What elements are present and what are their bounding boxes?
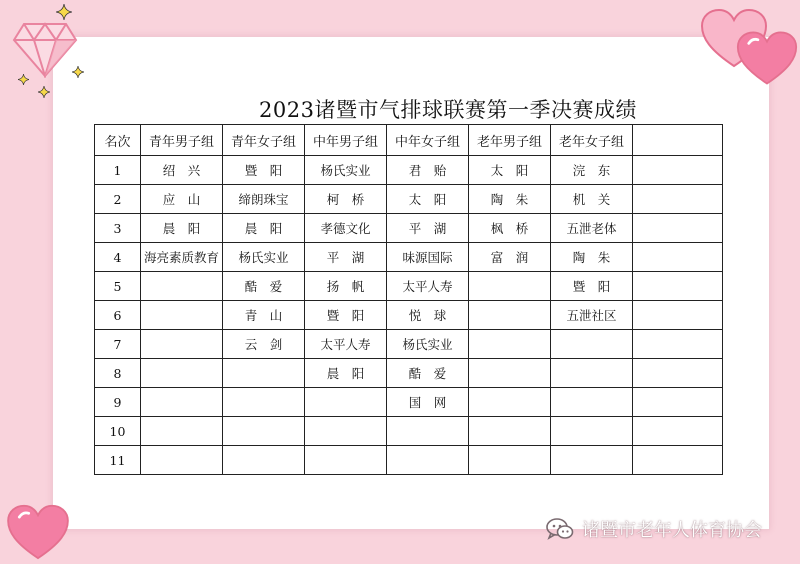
team-cell: 平 湖	[305, 243, 387, 272]
team-cell: 陶 朱	[551, 243, 633, 272]
team-cell: 平 湖	[387, 214, 469, 243]
sparkle-icon	[18, 74, 29, 85]
team-cell	[469, 359, 551, 388]
table-row	[95, 272, 723, 301]
team-cell: 杨氏实业	[387, 330, 469, 359]
team-cell: 暨 阳	[223, 156, 305, 185]
rank-cell: 2	[95, 185, 141, 214]
team-cell: 太 阳	[469, 156, 551, 185]
team-cell: 味源国际	[387, 243, 469, 272]
team-cell	[469, 388, 551, 417]
sparkle-icon	[56, 4, 72, 20]
team-cell	[633, 272, 723, 301]
team-cell	[305, 446, 387, 475]
team-cell	[141, 301, 223, 330]
team-cell: 绍 兴	[141, 156, 223, 185]
team-cell: 君 贻	[387, 156, 469, 185]
sparkle-icon	[38, 86, 50, 98]
table-row	[95, 243, 723, 272]
watermark-text: 诸暨市老年人体育协会	[582, 520, 762, 541]
diamond-icon	[12, 20, 78, 78]
team-cell	[223, 388, 305, 417]
table-row	[95, 156, 723, 185]
team-cell	[469, 272, 551, 301]
team-cell	[551, 359, 633, 388]
team-cell	[551, 388, 633, 417]
rank-cell: 10	[95, 417, 141, 446]
rank-cell: 11	[95, 446, 141, 475]
header-youth-women: 青年女子组	[223, 125, 305, 156]
team-cell: 晨 阳	[223, 214, 305, 243]
team-cell: 杨氏实业	[305, 156, 387, 185]
team-cell	[305, 417, 387, 446]
table-row	[95, 388, 723, 417]
team-cell	[469, 330, 551, 359]
results-table	[94, 124, 723, 475]
team-cell: 云 剑	[223, 330, 305, 359]
team-cell	[633, 301, 723, 330]
team-cell: 青 山	[223, 301, 305, 330]
team-cell	[633, 446, 723, 475]
header-youth-men: 青年男子组	[141, 125, 223, 156]
team-cell: 酷 爱	[223, 272, 305, 301]
team-cell: 孝德文化	[305, 214, 387, 243]
team-cell	[141, 388, 223, 417]
team-cell: 应 山	[141, 185, 223, 214]
team-cell	[633, 359, 723, 388]
team-cell: 缔朗珠宝	[223, 185, 305, 214]
team-cell	[633, 156, 723, 185]
team-cell	[223, 417, 305, 446]
team-cell	[387, 417, 469, 446]
team-cell	[633, 417, 723, 446]
team-cell: 扬 帆	[305, 272, 387, 301]
team-cell: 海亮素质教育	[141, 243, 223, 272]
header-extra	[633, 125, 723, 156]
rank-cell: 9	[95, 388, 141, 417]
header-middle-women: 中年女子组	[387, 125, 469, 156]
team-cell: 悦 球	[387, 301, 469, 330]
team-cell: 杨氏实业	[223, 243, 305, 272]
team-cell	[141, 272, 223, 301]
rank-cell: 1	[95, 156, 141, 185]
team-cell	[551, 446, 633, 475]
team-cell: 晨 阳	[305, 359, 387, 388]
team-cell	[305, 388, 387, 417]
team-cell	[633, 330, 723, 359]
team-cell: 太平人寿	[387, 272, 469, 301]
team-cell	[469, 446, 551, 475]
rank-cell: 4	[95, 243, 141, 272]
team-cell: 太平人寿	[305, 330, 387, 359]
team-cell	[223, 446, 305, 475]
team-cell	[469, 301, 551, 330]
team-cell: 浣 东	[551, 156, 633, 185]
table-row	[95, 330, 723, 359]
team-cell	[633, 185, 723, 214]
team-cell	[551, 417, 633, 446]
heart-icon	[6, 504, 70, 560]
rank-cell: 5	[95, 272, 141, 301]
team-cell	[223, 359, 305, 388]
watermark	[546, 514, 762, 544]
table-row	[95, 359, 723, 388]
team-cell	[633, 388, 723, 417]
team-cell: 柯 桥	[305, 185, 387, 214]
document-title: 2023诸暨市气排球联赛第一季决赛成绩	[259, 98, 637, 122]
team-cell	[141, 446, 223, 475]
header-middle-men: 中年男子组	[305, 125, 387, 156]
header-senior-women: 老年女子组	[551, 125, 633, 156]
team-cell: 五泄老体	[551, 214, 633, 243]
rank-cell: 7	[95, 330, 141, 359]
team-cell: 晨 阳	[141, 214, 223, 243]
team-cell	[633, 214, 723, 243]
team-cell: 五泄社区	[551, 301, 633, 330]
team-cell: 暨 阳	[305, 301, 387, 330]
team-cell	[551, 330, 633, 359]
header-senior-men: 老年男子组	[469, 125, 551, 156]
sparkle-icon	[72, 66, 84, 78]
team-cell	[387, 446, 469, 475]
team-cell	[141, 359, 223, 388]
team-cell	[141, 330, 223, 359]
table-row	[95, 301, 723, 330]
team-cell: 枫 桥	[469, 214, 551, 243]
team-cell: 富 润	[469, 243, 551, 272]
rank-cell: 3	[95, 214, 141, 243]
rank-cell: 8	[95, 359, 141, 388]
team-cell	[633, 243, 723, 272]
header-rank: 名次	[95, 125, 141, 156]
rank-cell: 6	[95, 301, 141, 330]
team-cell: 机 关	[551, 185, 633, 214]
team-cell: 太 阳	[387, 185, 469, 214]
table-header-row	[95, 125, 723, 156]
heart-icon	[736, 30, 798, 86]
team-cell	[141, 417, 223, 446]
wechat-icon	[546, 517, 574, 541]
table-row	[95, 446, 723, 475]
team-cell: 陶 朱	[469, 185, 551, 214]
team-cell: 暨 阳	[551, 272, 633, 301]
team-cell: 国 网	[387, 388, 469, 417]
team-cell: 酷 爱	[387, 359, 469, 388]
table-row	[95, 214, 723, 243]
team-cell	[469, 417, 551, 446]
table-row	[95, 185, 723, 214]
table-row	[95, 417, 723, 446]
